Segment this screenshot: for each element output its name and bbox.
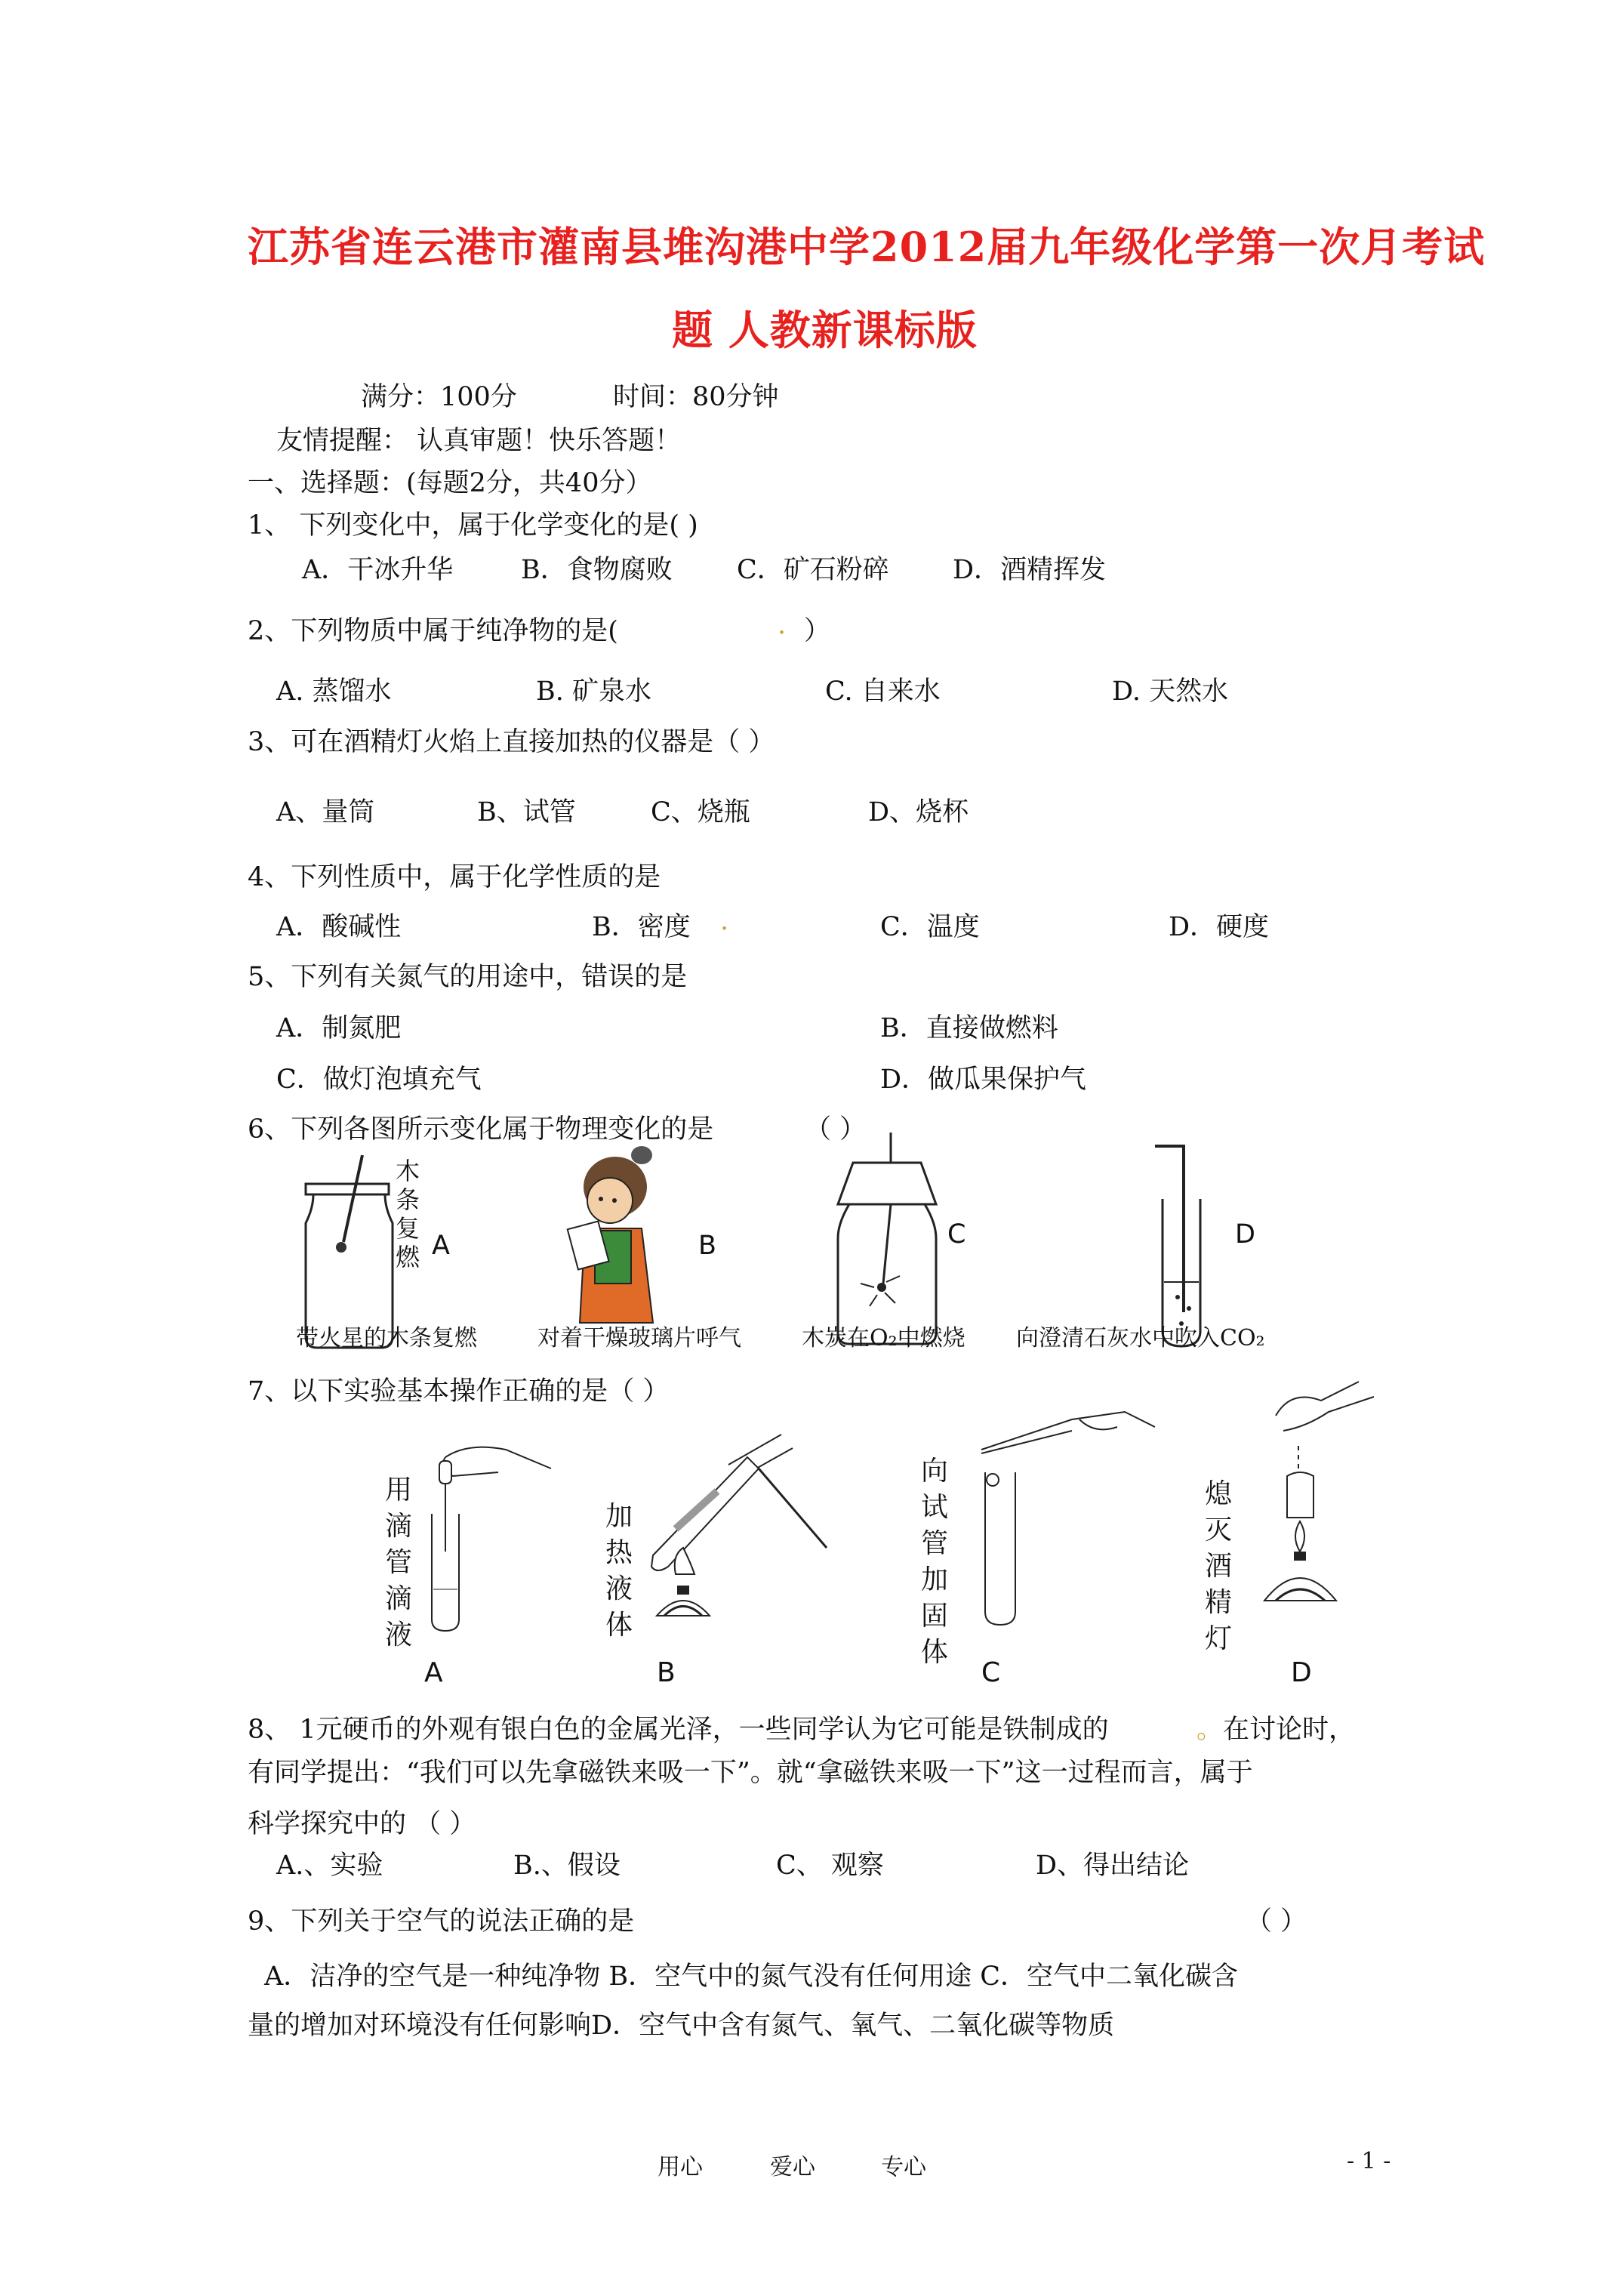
question-5-option-a: A．制氮肥 — [276, 1013, 402, 1043]
question-2-stem-end: ） — [804, 616, 831, 646]
question-8-option-a: A.、实验 — [276, 1851, 383, 1881]
question-2-option-d: D. 天然水 — [1112, 676, 1229, 707]
question-8-line2: 有同学提出：“我们可以先拿磁铁来吸一下”。就“拿磁铁来吸一下”这一过程而言，属于 — [248, 1758, 1253, 1788]
question-5-option-d: D．做瓜果保护气 — [880, 1065, 1087, 1095]
question-4-option-b: B．密度 — [592, 912, 691, 942]
question-8-dot: 。 — [1196, 1715, 1224, 1745]
q7-a-text: 用 滴 管 滴 液 — [384, 1475, 412, 1650]
question-1-option-a: A．干冰升华 — [302, 555, 454, 585]
footer-item-3: 专心 — [881, 2154, 926, 2180]
question-8-line1-end: 在讨论时， — [1223, 1715, 1356, 1745]
footer-item-1: 用心 — [658, 2154, 703, 2180]
q7-d-alcohol-lamp — [1246, 1374, 1397, 1638]
page-title-line2: 题 人教新课标版 — [672, 306, 978, 354]
q6-figure-a-jar-text: 木 条 复 燃 — [395, 1157, 420, 1271]
q7-a-dropper — [423, 1438, 559, 1635]
question-9-paren: （ ） — [1246, 1906, 1307, 1937]
question-6-stem: 6、下列各图所示变化属于物理变化的是 — [248, 1114, 714, 1145]
question-8-option-d: D、得出结论 — [1036, 1851, 1190, 1881]
q7-b-heating — [645, 1435, 849, 1638]
score-info: 满分：100分 — [361, 382, 517, 412]
question-5-option-c: C．做灯泡填充气 — [276, 1065, 482, 1095]
question-2-dot: . — [778, 610, 787, 640]
question-9-stem: 9、下列关于空气的说法正确的是 — [248, 1906, 635, 1937]
q6-caption-c: 木炭在O₂中燃烧 — [802, 1325, 965, 1351]
question-3-option-d: D、烧杯 — [868, 797, 969, 827]
question-2-stem: 2、下列物质中属于纯净物的是( — [248, 616, 618, 646]
question-4-option-d: D．硬度 — [1169, 912, 1270, 942]
question-9-line1: A．洁净的空气是一种纯净物 B．空气中的氮气没有任何用途 C．空气中二氧化碳含 — [264, 1962, 1239, 1992]
q6-caption-a: 带火星的木条复燃 — [296, 1325, 477, 1351]
q7-c-test-tube — [959, 1404, 1185, 1631]
footer-item-2: 爱心 — [770, 2154, 815, 2180]
q7-label-a: A — [424, 1657, 443, 1688]
question-4-option-c: C．温度 — [880, 912, 980, 942]
question-3-option-b: B、试管 — [477, 797, 576, 827]
q6-label-c: C — [947, 1219, 966, 1250]
question-3-option-c: C、烧瓶 — [651, 797, 750, 827]
question-7-stem: 7、以下实验基本操作正确的是（ ） — [248, 1376, 670, 1407]
q6-figure-b-girl — [559, 1142, 679, 1338]
q7-c-text: 向 试 管 加 固 体 — [920, 1456, 948, 1668]
question-8-option-b: B.、假设 — [513, 1851, 621, 1881]
question-3-stem: 3、可在酒精灯火焰上直接加热的仪器是（ ） — [248, 727, 775, 757]
reminder: 友情提醒： 认真审题！快乐答题！ — [276, 426, 682, 456]
section-heading: 一、选择题：(每题2分，共40分） — [248, 468, 652, 498]
question-8-line3: 科学探究中的 （ ） — [248, 1809, 476, 1839]
question-4-dot: . — [720, 906, 729, 936]
question-2-option-a: A. 蒸馏水 — [276, 676, 392, 707]
question-5-stem: 5、下列有关氮气的用途中，错误的是 — [248, 962, 688, 992]
question-4-option-a: A．酸碱性 — [276, 912, 402, 942]
question-4-stem: 4、下列性质中，属于化学性质的是 — [248, 862, 661, 892]
q7-label-c: C — [981, 1657, 1001, 1688]
q6-label-a: A — [432, 1231, 450, 1261]
page-title-line1: 江苏省连云港市灌南县堆沟港中学2012届九年级化学第一次月考试 — [248, 223, 1486, 271]
q6-caption-d: 向澄清石灰水中吹入CO₂ — [1016, 1325, 1265, 1351]
q6-label-b: B — [698, 1231, 717, 1261]
q7-b-text: 加 热 液 体 — [605, 1501, 633, 1641]
q6-caption-b: 对着干燥玻璃片呼气 — [537, 1325, 741, 1351]
question-2-option-c: C. 自来水 — [825, 676, 941, 707]
q7-d-text: 熄 灭 酒 精 灯 — [1204, 1478, 1232, 1654]
time-info: 时间：80分钟 — [613, 382, 779, 412]
question-9-line2: 量的增加对环境没有任何影响D．空气中含有氮气、氧气、二氧化碳等物质 — [248, 2011, 1115, 2041]
question-5-option-b: B．直接做燃料 — [880, 1013, 1058, 1043]
question-1-option-c: C．矿石粉碎 — [737, 555, 889, 585]
page-number: - 1 - — [1347, 2148, 1391, 2174]
question-1-option-b: B．食物腐败 — [521, 555, 673, 585]
q6-label-d: D — [1235, 1219, 1255, 1250]
question-2-option-b: B. 矿泉水 — [536, 676, 651, 707]
question-8-option-c: C、 观察 — [776, 1851, 884, 1881]
question-6-paren: （ ） — [805, 1114, 867, 1145]
q7-label-b: B — [657, 1657, 676, 1688]
q6-figure-d-tube — [1147, 1139, 1223, 1350]
question-1-option-d: D．酒精挥发 — [953, 555, 1107, 585]
q7-label-d: D — [1291, 1657, 1312, 1688]
question-8-line1: 8、 1元硬币的外观有银白色的金属光泽，一些同学认为它可能是铁制成的 — [248, 1715, 1109, 1745]
question-3-option-a: A、量筒 — [276, 797, 375, 827]
question-1-stem: 1、 下列变化中，属于化学变化的是( ) — [248, 510, 698, 541]
